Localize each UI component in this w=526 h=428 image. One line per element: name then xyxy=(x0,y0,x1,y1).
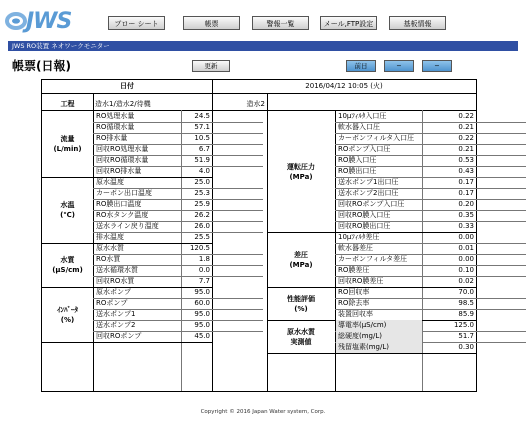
row-label: RO水質 xyxy=(96,255,121,263)
nav-mail-ftp[interactable]: メール,FTP設定 xyxy=(320,16,377,30)
row-value: 0.21 xyxy=(458,123,474,131)
row-label: ROポンプ入口圧 xyxy=(338,145,391,153)
row-label: カーボンフィルタ入口圧 xyxy=(338,134,415,142)
grid-line xyxy=(42,342,212,343)
row-label: カーボンフィルタ差圧 xyxy=(338,255,408,263)
row-value: 7.7 xyxy=(198,277,210,285)
row-label: RO除去率 xyxy=(338,299,370,307)
row-value: 0.53 xyxy=(458,156,474,164)
row-value: 57.1 xyxy=(194,123,210,131)
grid-line xyxy=(267,353,476,354)
row-value: 0.21 xyxy=(458,145,474,153)
row-label: 総硬度(mg/L) xyxy=(336,331,422,342)
row-label: RO膜入口圧 xyxy=(338,156,377,164)
row-value: 70.0 xyxy=(458,288,474,296)
row-label: 回収RO循環水量 xyxy=(96,156,149,164)
row-value: 25.9 xyxy=(194,200,210,208)
row-label: 装置回収率 xyxy=(338,310,373,318)
logo-text: JWS xyxy=(26,9,72,34)
row-label: 回収ROポンプ xyxy=(96,332,142,340)
row-value: 0.17 xyxy=(458,178,474,186)
jws-logo xyxy=(4,8,74,36)
row-value: 98.5 xyxy=(458,299,474,307)
row-label: 回収RO水質 xyxy=(96,277,135,285)
page-title: 帳票(日報) xyxy=(12,59,71,73)
row-label: 送水ポンプ1出口圧 xyxy=(338,178,399,186)
row-label: 残留塩素(mg/L) xyxy=(336,342,422,353)
row-label: 10μﾌｨﾙﾀ差圧 xyxy=(338,233,380,241)
row-value: 10.5 xyxy=(194,134,210,142)
row-label: RO膜出口圧 xyxy=(338,167,377,175)
row-label: 送水ライン戻り温度 xyxy=(96,222,159,230)
right-group-label: 原水水質 実測値 xyxy=(287,327,315,346)
row-value: 45.0 xyxy=(194,332,210,340)
logo-mark-icon xyxy=(4,10,28,32)
row-label: 10μﾌｨﾙﾀ入口圧 xyxy=(338,112,387,120)
row-label: 回収RO膜出口圧 xyxy=(338,222,391,230)
right-group-label: 運転圧力 (MPa) xyxy=(287,162,315,181)
row-label: RO水タンク温度 xyxy=(96,211,149,219)
row-label: 送水ポンプ2出口圧 xyxy=(338,189,399,197)
row-label: 回収ROポンプ入口圧 xyxy=(338,200,405,208)
row-value: 95.0 xyxy=(194,321,210,329)
row-label: 回収RO膜入口圧 xyxy=(338,211,391,219)
row-value: 25.5 xyxy=(194,233,210,241)
footer: Copyright © 2016 Japan Water system, Corp. xyxy=(200,409,326,415)
process-label: 工程 xyxy=(60,100,75,108)
left-group-label: 水質 (μS/cm) xyxy=(52,256,83,274)
right-group-label: 差圧 (MPa) xyxy=(289,250,313,269)
row-label: 軟水器入口圧 xyxy=(338,123,380,131)
row-label: カーボン出口温度 xyxy=(96,189,152,197)
row-label: 排水温度 xyxy=(96,233,124,241)
row-value: 95.0 xyxy=(194,310,210,318)
nav-report[interactable]: 帳票 xyxy=(183,16,240,30)
row-value: 1.8 xyxy=(198,255,210,263)
right-group-label: 性能評価 (%) xyxy=(287,294,315,313)
row-value: 0.0 xyxy=(198,266,210,274)
nav-alarm-list[interactable]: 警報一覧 xyxy=(252,16,309,30)
row-value: 60.0 xyxy=(194,299,210,307)
row-value: 0.00 xyxy=(458,255,474,263)
row-value: 0.33 xyxy=(458,222,474,230)
row-label: ROポンプ xyxy=(96,299,128,307)
row-value: 6.7 xyxy=(198,145,210,153)
row-label: RO膜差圧 xyxy=(338,266,370,274)
process-item: 造水1/造水2/待機 xyxy=(95,100,151,108)
grid-line xyxy=(42,93,476,94)
date-label: 日付 xyxy=(120,82,134,90)
row-value: 26.0 xyxy=(194,222,210,230)
prev-day-button[interactable]: 前日 xyxy=(346,60,376,72)
process-value: 造水2 xyxy=(246,100,265,108)
row-label: RO循環水量 xyxy=(96,123,135,131)
row-label: RO排水量 xyxy=(96,134,128,142)
button-3[interactable]: ─ xyxy=(422,60,452,72)
grid-line xyxy=(212,80,213,391)
row-label: 導電率(μS/cm) xyxy=(336,320,422,331)
row-label: 原水ポンプ xyxy=(96,288,131,296)
left-group-label: ｲﾝﾊﾞｰﾀ (%) xyxy=(57,305,78,324)
row-label: RO膜出口温度 xyxy=(96,200,142,208)
row-value: 0.01 xyxy=(458,244,474,252)
daily-report-table xyxy=(41,79,477,392)
row-value: 0.20 xyxy=(458,200,474,208)
left-group-label: 流量 (L/min) xyxy=(53,135,82,153)
row-value: 95.0 xyxy=(194,288,210,296)
row-value: 25.0 xyxy=(194,178,210,186)
row-label: 軟水器差圧 xyxy=(338,244,373,252)
top-bar xyxy=(0,0,526,41)
row-value: 0.22 xyxy=(458,112,474,120)
row-label: 送水ポンプ1 xyxy=(96,310,136,318)
row-value: 0.43 xyxy=(458,167,474,175)
row-label: RO回収率 xyxy=(338,288,370,296)
row-value: 125.0 xyxy=(453,321,474,329)
row-value: 0.35 xyxy=(458,211,474,219)
row-value: 120.5 xyxy=(189,244,210,252)
row-value: 0.00 xyxy=(458,233,474,241)
row-value: 25.3 xyxy=(194,189,210,197)
row-value: 0.22 xyxy=(458,134,474,142)
nav-flow-sheet[interactable]: ブロー シート xyxy=(108,16,165,30)
row-value: 0.30 xyxy=(458,343,474,351)
row-value: 0.17 xyxy=(458,189,474,197)
row-label: 回収RO処理水量 xyxy=(96,145,149,153)
row-label: 原水水質 xyxy=(96,244,124,252)
system-bar: JWS RO装置 ネオワークモニター xyxy=(8,41,518,51)
row-value: 26.2 xyxy=(194,211,210,219)
row-value: 24.5 xyxy=(194,112,210,120)
row-value: 0.10 xyxy=(458,266,474,274)
row-value: 51.9 xyxy=(194,156,210,164)
row-label: RO処理水量 xyxy=(96,112,135,120)
row-value: 0.02 xyxy=(458,277,474,285)
refresh-button[interactable]: 更新 xyxy=(192,60,230,72)
row-value: 85.9 xyxy=(458,310,474,318)
row-label: 回収RO膜差圧 xyxy=(338,277,384,285)
button-2[interactable]: ─ xyxy=(384,60,414,72)
row-label: 送水循環水質 xyxy=(96,266,138,274)
row-label: 回収RO排水量 xyxy=(96,167,142,175)
row-value: 51.7 xyxy=(458,332,474,340)
row-value: 4.0 xyxy=(198,167,210,175)
left-group-label: 水温 (℃) xyxy=(60,201,75,219)
row-label: 原水温度 xyxy=(96,178,124,186)
nav-board-info[interactable]: 基板情報 xyxy=(389,16,446,30)
date-value: 2016/04/12 10:05 (火) xyxy=(305,82,383,90)
row-label: 送水ポンプ2 xyxy=(96,321,136,329)
